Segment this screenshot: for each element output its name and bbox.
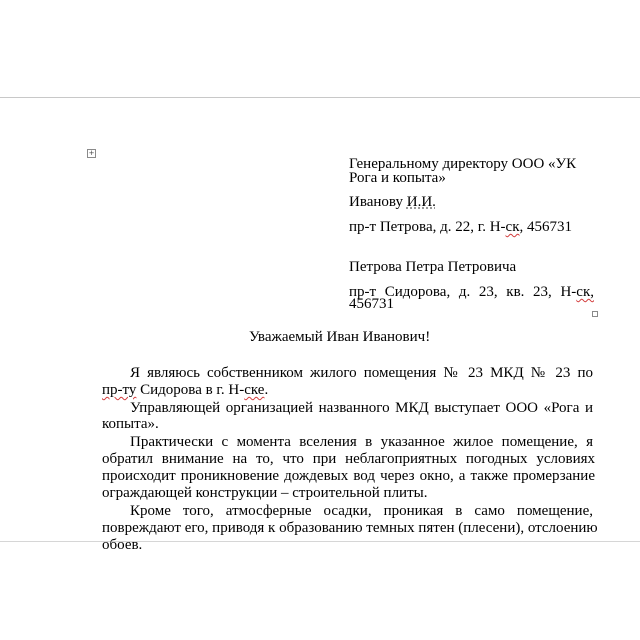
- recipient-title-line-2: Рога и копыта»: [349, 170, 446, 186]
- recipient-initials: И.И.: [406, 194, 436, 210]
- paragraph-4-line-3: обоев.: [102, 537, 143, 553]
- paragraph-3-line-4: ограждающей конструкции – строительной плиты.: [102, 485, 428, 501]
- paragraph-4-line-1: Кроме того, атмосферные осадки, проникая в само помещение,: [130, 503, 593, 519]
- sender-address-line-2: 456731: [349, 296, 394, 312]
- recipient-name: [349, 194, 436, 211]
- paragraph-1-line-1: Я являюсь собственником жилого помещения № 23 МКД № 23 по: [130, 365, 593, 381]
- paragraph-1-line-2: [102, 382, 268, 399]
- paragraph-3-line-2: обратил внимание на то, что при неблагоприятных погодных условиях: [102, 451, 595, 467]
- letter-greeting: Уважаемый Иван Иванович!: [249, 329, 431, 345]
- paragraph-1-text-d: .: [264, 382, 269, 398]
- sender-address-part-a: пр-т Сидорова, д. 23, кв. 23, Н-: [349, 284, 577, 300]
- paragraph-1-text-b: Сидорова в г. Н-: [136, 382, 245, 398]
- recipient-address-misspelled: ск: [505, 219, 520, 235]
- paragraph-3-line-3: происходит проникновение дождевых вод через окно, а также промерзание: [102, 468, 595, 484]
- recipient-name-prefix: Иванову: [349, 194, 407, 210]
- table-resize-handle-icon[interactable]: [592, 311, 598, 317]
- recipient-address-part-c: , 456731: [519, 219, 572, 235]
- paragraph-2-line-2: копыта».: [102, 416, 159, 432]
- paragraph-1-misspelled-c: ске: [244, 382, 265, 398]
- recipient-title-line-1: Генеральному директору ООО «УК: [349, 156, 577, 172]
- paragraph-3-line-1: Практически с момента вселения в указанное жилое помещение, я: [130, 434, 593, 450]
- page-bottom-edge: [0, 541, 640, 542]
- sender-address-misspelled: ск,: [576, 284, 594, 300]
- recipient-address-part-a: пр-т Петрова, д. 22, г. Н-: [349, 219, 506, 235]
- recipient-address: [349, 219, 572, 236]
- paragraph-2-line-1: Управляющей организацией названного МКД выступает ООО «Рога и: [130, 400, 593, 416]
- paragraph-1-misspelled-a: пр-ту: [102, 382, 137, 398]
- sender-name: Петрова Петра Петровича: [349, 259, 517, 275]
- paragraph-4-line-2: повреждают его, приводя к образованию темных пятен (плесени), отслоению: [102, 520, 598, 536]
- table-move-handle-icon[interactable]: +: [88, 149, 95, 157]
